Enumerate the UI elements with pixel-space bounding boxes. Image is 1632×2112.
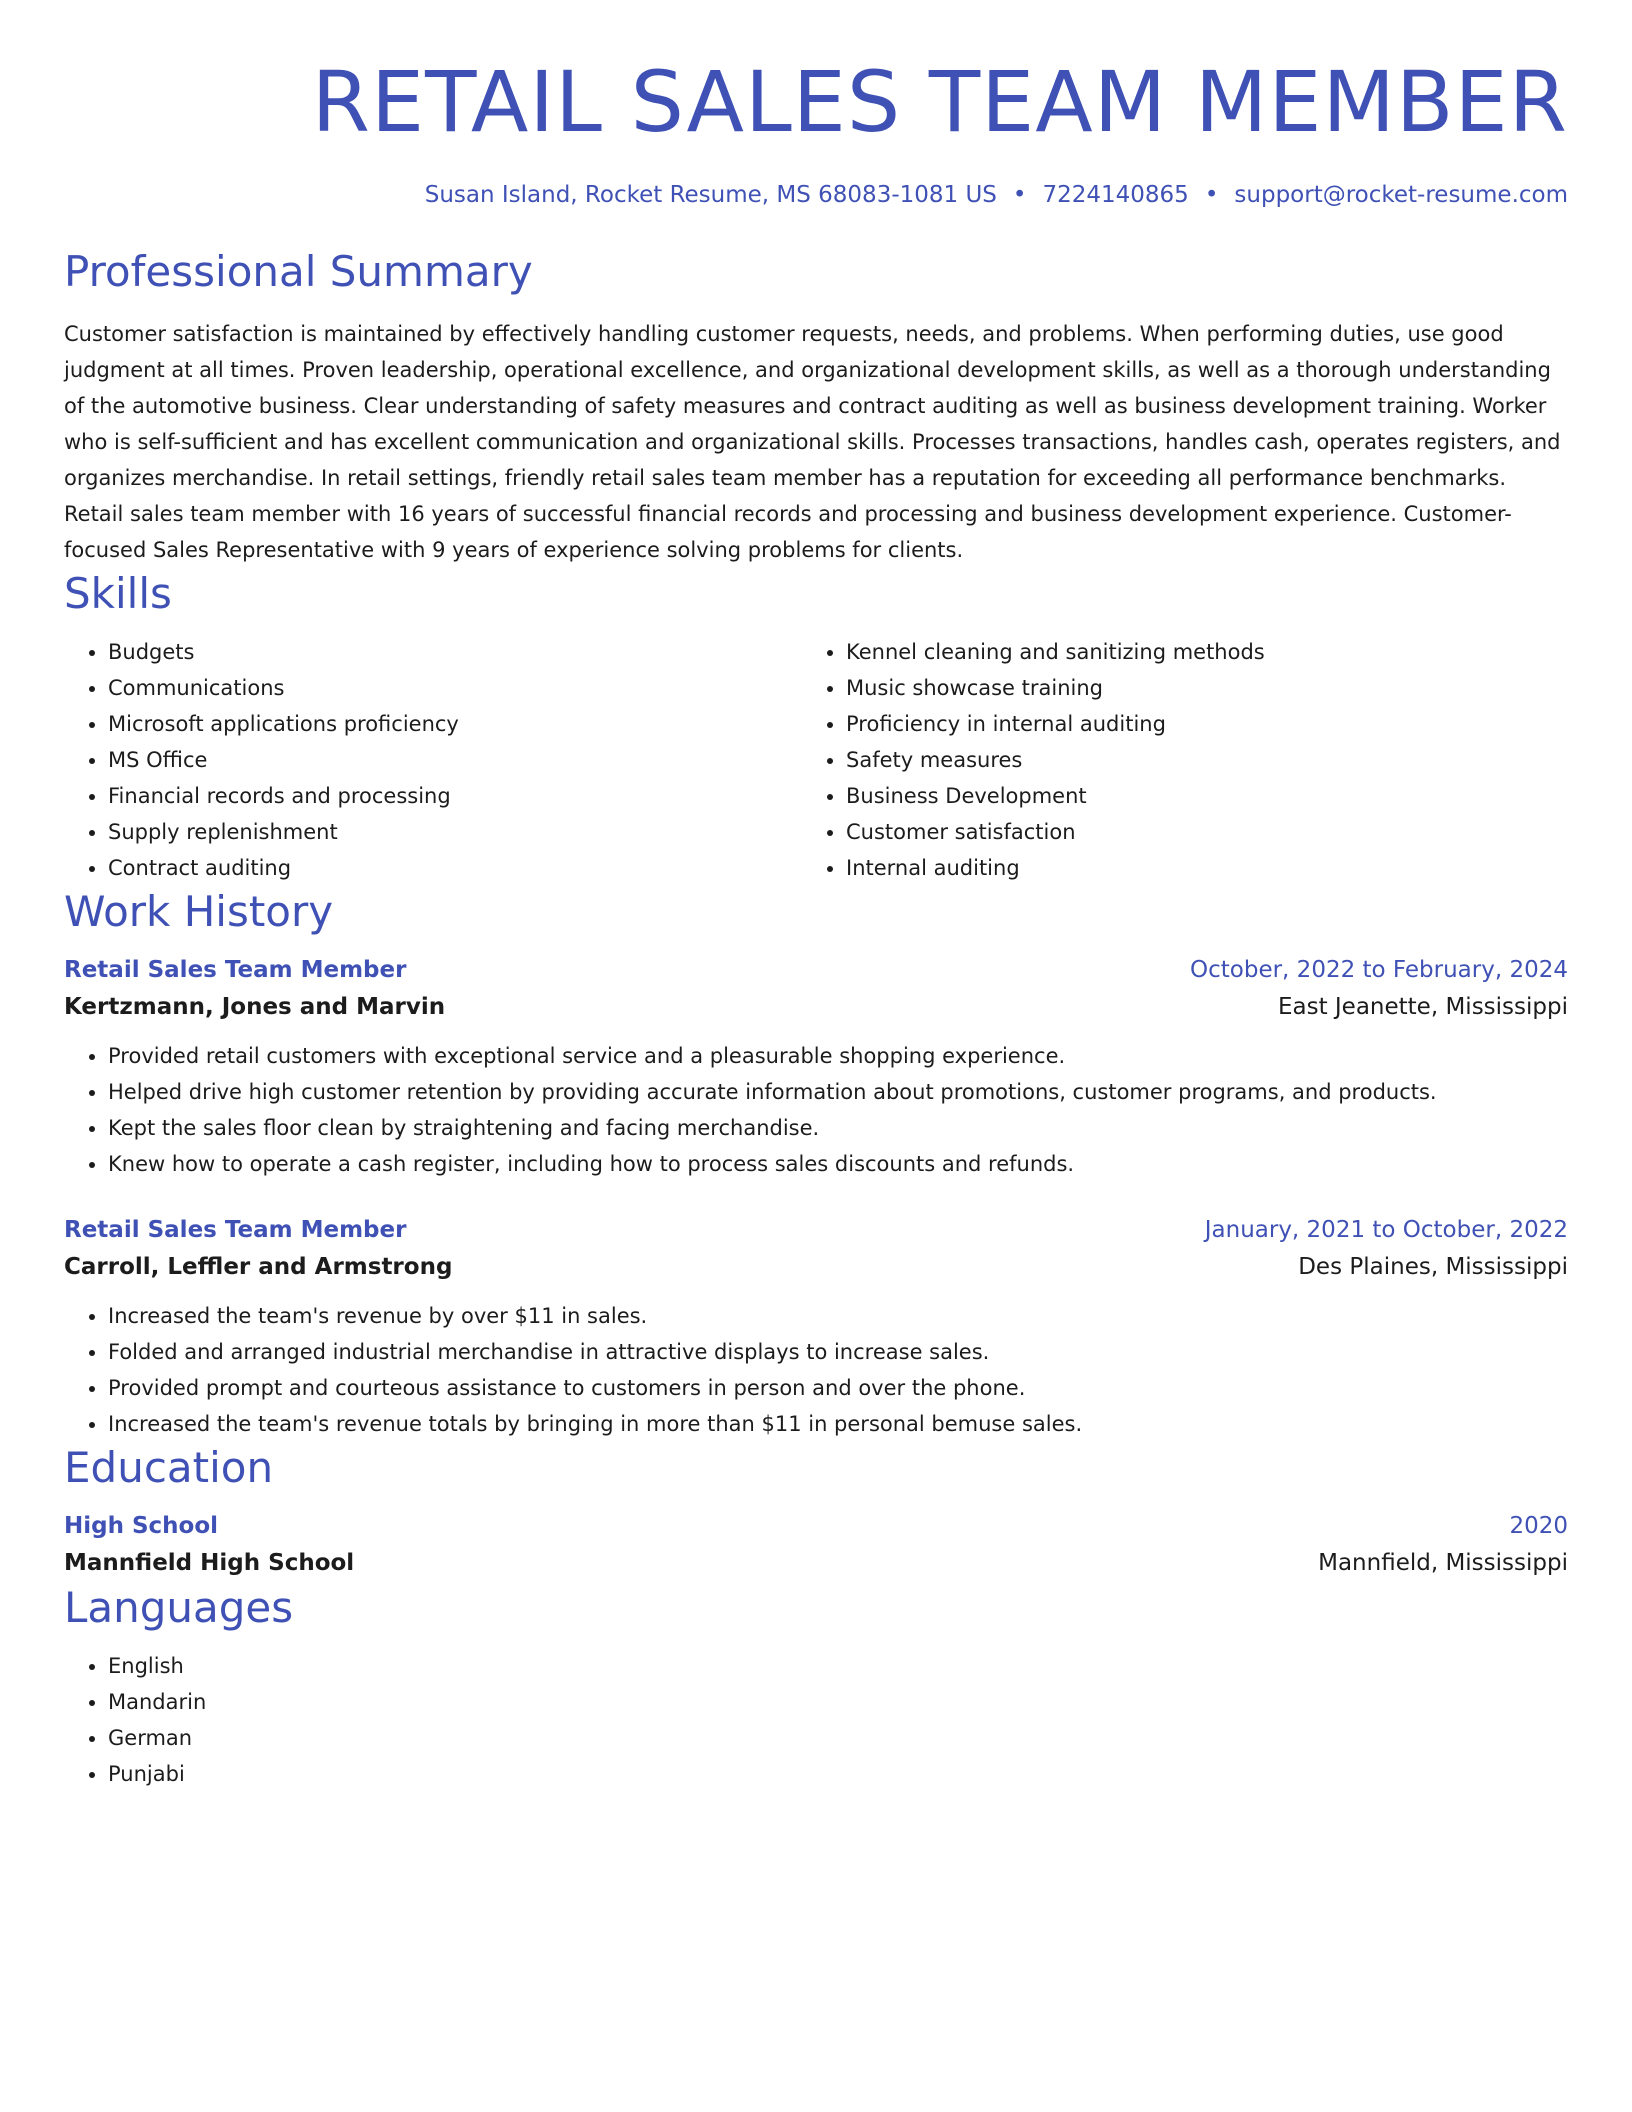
job-entry: [64, 1212, 1568, 1442]
education-school: Mannfield High School: [64, 1550, 355, 1576]
skill-item: • Budgets: [108, 634, 802, 670]
education-year: 2020: [1509, 1513, 1568, 1539]
language-item: • Punjabi: [108, 1756, 1568, 1792]
job-company: Kertzmann, Jones and Marvin: [64, 994, 446, 1020]
contact-separator: •: [1012, 182, 1027, 208]
job-entry: [64, 952, 1568, 1182]
skill-item: • Contract auditing: [108, 850, 802, 886]
job-duty-item: • Provided prompt and courteous assistance to customers in person and over the phone.: [108, 1370, 1568, 1406]
languages-heading: Languages: [64, 1583, 294, 1632]
skill-item: • Business Development: [846, 778, 1265, 814]
contact-address: Susan Island, Rocket Resume, MS 68083-1081 US: [424, 182, 997, 208]
contact-separator: •: [1204, 182, 1219, 208]
contact-email[interactable]: support@rocket-resume.com: [1234, 182, 1568, 208]
summary-heading: Professional Summary: [64, 247, 533, 296]
education-location: Mannfield, Mississippi: [1318, 1550, 1568, 1576]
job-location: East Jeanette, Mississippi: [1277, 994, 1568, 1020]
education-degree: High School: [64, 1513, 219, 1539]
job-title: Retail Sales Team Member: [64, 957, 407, 983]
education-entry: [64, 1508, 1568, 1582]
skill-item: • Proficiency in internal auditing: [846, 706, 1265, 742]
skills-list: [64, 634, 1568, 886]
job-duty-item: • Increased the team's revenue by over $11 in sales.: [108, 1298, 1568, 1334]
job-duty-item: • Helped drive high customer retention by providing accurate information about promotions, customer programs, and products.: [108, 1074, 1568, 1110]
skills-column-right: [802, 634, 1265, 886]
languages-list: [64, 1648, 1568, 1792]
language-item: • German: [108, 1720, 1568, 1756]
language-item: • English: [108, 1648, 1568, 1684]
contact-phone[interactable]: 7224140865: [1042, 182, 1189, 208]
job-location: Des Plaines, Mississippi: [1298, 1254, 1568, 1280]
job-duty-item: • Folded and arranged industrial merchandise in attractive displays to increase sales.: [108, 1334, 1568, 1370]
skill-item: • MS Office: [108, 742, 802, 778]
job-duty-item: • Increased the team's revenue totals by bringing in more than $11 in personal bemuse sales.: [108, 1406, 1568, 1442]
skill-item: • Music showcase training: [846, 670, 1265, 706]
job-company: Carroll, Leffler and Armstrong: [64, 1254, 453, 1280]
summary-text: Customer satisfaction is maintained by effectively handling customer requests, needs, and problems. When performing duties, use good judgment at all times. Proven leadership, operational excellence, and organizational development skills, as well as a thorough understanding of the automotive business. Clear understanding of safety measures and contract auditing as well as business development training. Worker who is self-sufficient and has excellent communication and organizational skills. Processes transactions, handles cash, operates registers, and organizes merchandise. In retail settings, friendly retail sales team member has a reputation for exceeding all performance benchmarks. Retail sales team member with 16 years of successful financial records and processing and business development experience. Customer-focused Sales Representative with 9 years of experience solving problems for clients.: [64, 322, 1561, 562]
contact-line: [64, 180, 1568, 210]
skill-item: • Internal auditing: [846, 850, 1265, 886]
skill-item: • Safety measures: [846, 742, 1265, 778]
job-dates: October, 2022 to February, 2024: [1190, 957, 1568, 983]
skills-column-left: [64, 634, 802, 886]
skill-item: • Customer satisfaction: [846, 814, 1265, 850]
resume-title: RETAIL SALES TEAM MEMBER: [311, 53, 1568, 151]
skill-item: • Financial records and processing: [108, 778, 802, 814]
job-duty-item: • Provided retail customers with exceptional service and a pleasurable shopping experience.: [108, 1038, 1568, 1074]
work-history-heading: Work History: [64, 887, 334, 936]
job-dates: January, 2021 to October, 2022: [1204, 1217, 1568, 1243]
skills-heading: Skills: [64, 569, 172, 618]
job-duties: [64, 1038, 1568, 1182]
job-title: Retail Sales Team Member: [64, 1217, 407, 1243]
education-heading: Education: [64, 1443, 274, 1492]
job-duty-item: • Kept the sales floor clean by straightening and facing merchandise.: [108, 1110, 1568, 1146]
language-item: • Mandarin: [108, 1684, 1568, 1720]
skill-item: • Supply replenishment: [108, 814, 802, 850]
skill-item: • Communications: [108, 670, 802, 706]
job-duty-item: • Knew how to operate a cash register, including how to process sales discounts and refunds.: [108, 1146, 1568, 1182]
skill-item: • Kennel cleaning and sanitizing methods: [846, 634, 1265, 670]
skill-item: • Microsoft applications proficiency: [108, 706, 802, 742]
job-duties: [64, 1298, 1568, 1442]
